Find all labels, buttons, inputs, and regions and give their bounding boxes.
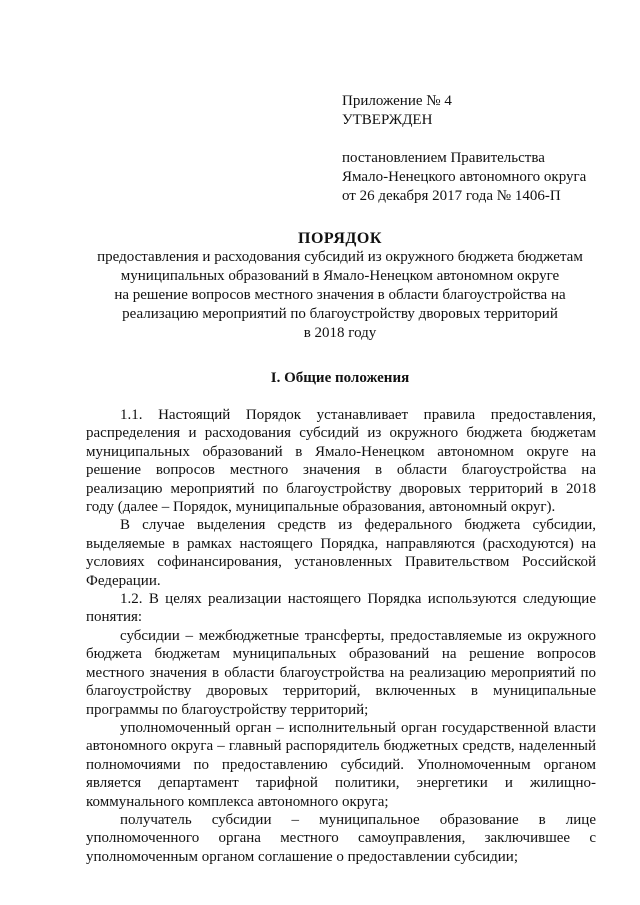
subtitle-line: реализацию мероприятий по благоустройству дворовых территорий [122,306,558,322]
approval-block [342,92,612,206]
appendix-number: Приложение № 4 [342,93,452,109]
paragraph: получатель субсидии – муниципальное образование в лице уполномоченного органа местного самоуправления, заключившее с уполномоченным органом соглашение о предоставлении субсидии; [86,811,596,865]
subtitle-line: предоставления и расходования субсидий из окружного бюджета бюджетам [97,249,583,265]
document-title: ПОРЯДОК [298,230,382,247]
paragraph: 1.1. Настоящий Порядок устанавливает правила предоставления, распределения и расходования субсидий из окружного бюджета бюджетам муниципальных образований в Ямало-Ненецком автономном округе на решение вопросов местного значения в области благоустройства на реализацию мероприятий по благоустройству дворовых территорий в 2018 году (далее – Порядок, муниципальные образования, автономный округ). [86,407,596,516]
subtitle-line: муниципальных образований в Ямало-Ненецком автономном округе [120,268,560,284]
approval-gap [342,130,612,149]
paragraph: 1.2. В целях реализации настоящего Порядка используются следующие понятия: [86,591,596,626]
document-subtitle [60,248,620,343]
approval-line: Ямало-Ненецкого автономного округа [342,169,587,185]
paragraph: уполномоченный орган – исполнительный орган государственной власти автономного округа – главный распорядитель бюджетных средств, наделенный полномочиями по предоставлению субсидий. Уполномоченным органом является департамент тарифной политики, энергетики и жилищно-коммунального комплекса автономного округа; [86,719,596,810]
approval-line: от 26 декабря 2017 года № 1406-П [342,188,561,204]
approval-stamp: УТВЕРЖДЕН [342,112,433,128]
document-body [86,406,596,866]
paragraph: субсидии – межбюджетные трансферты, предоставляемые из окружного бюджета бюджетам муниципальных образований на решение вопросов местного значения в области благоустройства на реализацию мероприятий по благоустройству дворовых территорий, включенных в муниципальные программы по благоустройству территорий; [86,627,596,718]
subtitle-line: на решение вопросов местного значения в области благоустройства на [114,287,566,303]
subtitle-line: в 2018 году [303,325,377,341]
approval-line: постановлением Правительства [342,150,545,166]
section-heading: I. Общие положения [270,370,410,386]
paragraph: В случае выделения средств из федерального бюджета субсидии, выделяемые в рамках настоящего Порядка, направляются (расходуются) на условиях софинансирования, установленных Правительством Российской Федерации. [86,517,596,589]
